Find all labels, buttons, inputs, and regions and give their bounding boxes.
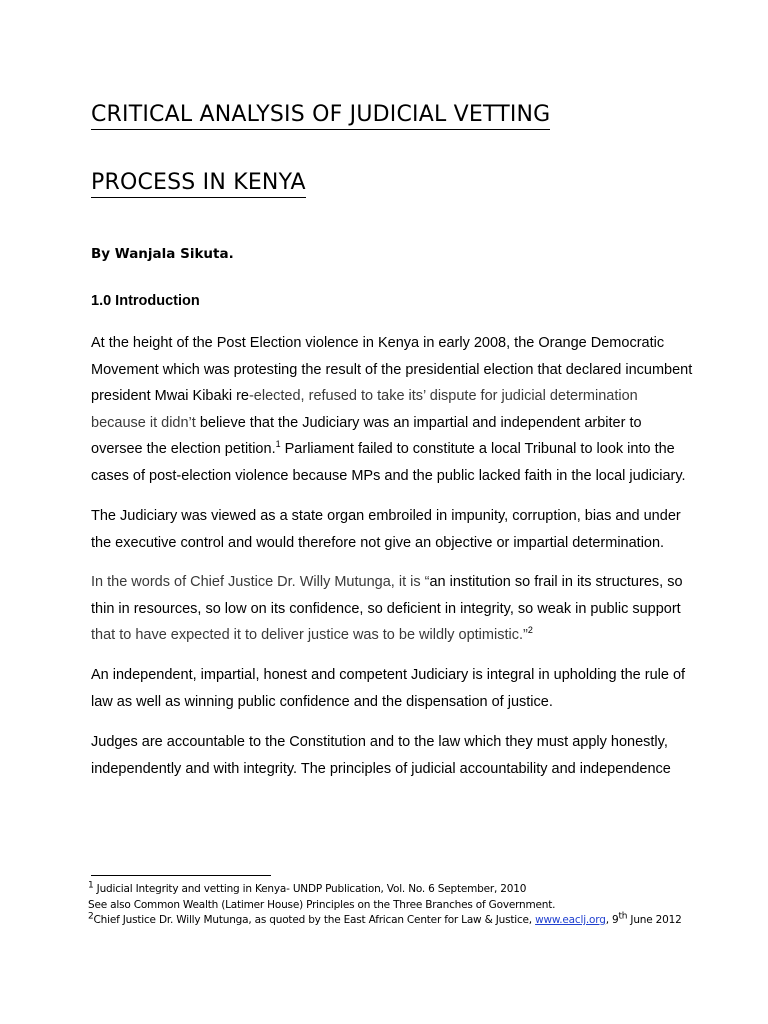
paragraph-2 [91, 503, 731, 556]
text-line: cases of post-election violence because MPs and the public lacked faith in the local judiciary. [91, 467, 686, 484]
document-title-line-2 [91, 170, 306, 195]
footnote-ref-1: 1 [275, 439, 281, 450]
text-line: Movement which was protesting the result of the presidential election that declared incumbent [91, 361, 693, 378]
text-run: In the words of Chief Justice Dr. Willy Mutunga, it is “ [91, 574, 430, 590]
text-line [91, 383, 731, 410]
paragraph-1 [91, 330, 731, 489]
text-line [91, 569, 731, 596]
text-run: an institution so frail in its structures, so [429, 574, 683, 590]
text-line: law as well as winning public confidence and the dispensation of justice. [91, 693, 553, 710]
document-title-line-1 [91, 102, 550, 127]
text-run: believe that the Judiciary was an impartial and independent arbiter to [195, 414, 642, 431]
footnote-text: Judicial Integrity and vetting in Kenya- UNDP Publication, Vol. No. 6 September, 2010 [93, 883, 527, 895]
footnote-separator [91, 875, 271, 876]
footnote-text: , 9 [605, 914, 619, 926]
footnote-ref-2: 2 [527, 625, 533, 636]
footnote-2 [88, 913, 728, 929]
text-line [91, 436, 731, 463]
text-line: the executive control and would therefore not give an objective or impartial determination. [91, 534, 665, 551]
footnote-1-continued: See also Common Wealth (Latimer House) Principles on the Three Branches of Government. [88, 898, 556, 911]
text-line [91, 410, 731, 437]
text-run: oversee the election petition. [91, 441, 276, 457]
text-run: Parliament failed to constitute a local Tribunal to look into the [280, 441, 675, 457]
eaclj-link[interactable]: www.eaclj.org [535, 914, 606, 926]
footnote-1 [88, 882, 728, 898]
text-line: The Judiciary was viewed as a state organ embroiled in impunity, corruption, bias and under [91, 508, 681, 524]
ordinal-suffix: th [618, 911, 628, 922]
text-line: thin in resources, so low on its confidence, so deficient in integrity, so weak in public support [91, 600, 681, 617]
title-line-1-text: CRITICAL ANALYSIS OF JUDICIAL VETTING [91, 102, 550, 130]
text-line: An independent, impartial, honest and competent Judiciary is integral in upholding the rule of [91, 667, 686, 683]
text-run: -elected, refused to take its’ dispute for judicial determination [248, 388, 638, 404]
paragraph-3-quote [91, 569, 731, 649]
paragraph-5 [91, 729, 731, 782]
footnote-mark: 2 [88, 911, 94, 922]
text-run: because it didn’t [91, 414, 196, 431]
footnote-mark: 1 [88, 880, 94, 891]
author-byline: By Wanjala Sikuta. [91, 246, 234, 262]
text-run: that to have expected it to deliver justice was to be wildly optimistic.” [91, 627, 528, 643]
text-line: independently and with integrity. The principles of judicial accountability and independence [91, 760, 671, 777]
title-line-2-text: PROCESS IN KENYA [91, 170, 306, 198]
text-run: president Mwai Kibaki re [91, 388, 249, 404]
paragraph-4 [91, 662, 731, 715]
text-line [91, 622, 731, 649]
footnotes [88, 882, 728, 929]
section-heading: 1.0 Introduction [91, 293, 200, 309]
footnote-text: June 2012 [627, 914, 682, 926]
text-line: At the height of the Post Election violence in Kenya in early 2008, the Orange Democratic [91, 335, 665, 351]
text-line: Judges are accountable to the Constitution and to the law which they must apply honestly, [91, 734, 668, 750]
footnote-text: Chief Justice Dr. Willy Mutunga, as quoted by the East African Center for Law & Justice, [93, 914, 536, 926]
